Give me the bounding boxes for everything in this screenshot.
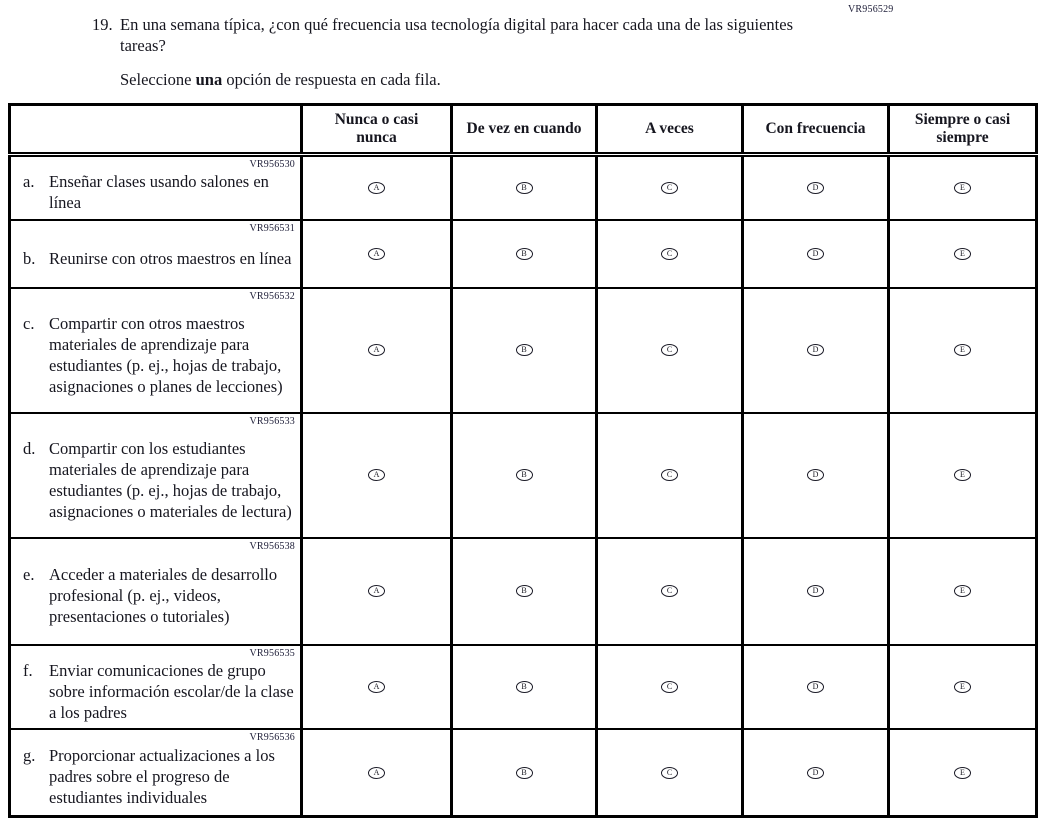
row-text: Reunirse con otros maestros en línea [49,248,292,268]
row-label [23,313,296,397]
task-cell-d [10,413,302,538]
row-text: Compartir con los estudiantes materiales de aprendizaje para estudiantes (p. ej., hojas de trabajo, asignaciones o materiales de lectura) [49,438,292,521]
option-bubble-e[interactable]: E [954,681,971,693]
answer-cell [452,645,597,729]
form-code: VR956529 [848,4,894,15]
answer-cell [302,155,452,220]
option-bubble-a[interactable]: A [368,182,385,194]
row-label [23,660,296,723]
option-bubble-c[interactable]: C [661,585,678,597]
option-bubble-a[interactable]: A [368,344,385,356]
answer-cell [302,645,452,729]
row-code: VR956531 [249,222,295,234]
answer-cell [452,288,597,413]
row-code: VR956538 [249,540,295,552]
answer-cell [743,155,889,220]
table-row-a [10,155,1037,220]
task-cell-b [10,220,302,288]
row-code: VR956536 [249,731,295,743]
option-bubble-d[interactable]: D [807,585,824,597]
row-text: Proporcionar actualizaciones a los padres sobre el progreso de estudiantes individuales [49,746,275,808]
row-letter: g. [23,746,36,766]
option-bubble-c[interactable]: C [661,248,678,260]
row-label [23,171,296,213]
answer-cell [597,729,743,817]
row-code: VR956530 [249,159,295,170]
question-19 [92,14,822,90]
row-letter: b. [23,248,36,268]
option-bubble-b[interactable]: B [516,248,533,260]
option-bubble-e[interactable]: E [954,767,971,779]
option-bubble-c[interactable]: C [661,469,678,481]
option-bubble-d[interactable]: D [807,767,824,779]
column-header-siempre: Siempre o casi siempre [889,105,1037,155]
option-bubble-d[interactable]: D [807,182,824,194]
question-instruction [120,69,822,90]
answer-cell [889,413,1037,538]
option-bubble-b[interactable]: B [516,681,533,693]
option-bubble-e[interactable]: E [954,182,971,194]
answer-cell [452,729,597,817]
option-bubble-b[interactable]: B [516,585,533,597]
option-bubble-d[interactable]: D [807,681,824,693]
row-letter: c. [23,313,35,333]
option-bubble-c[interactable]: C [661,182,678,194]
option-bubble-a[interactable]: A [368,248,385,260]
answer-cell [452,413,597,538]
row-text: Enseñar clases usando salones en línea [49,172,269,213]
answer-cell [743,729,889,817]
task-cell-c [10,288,302,413]
row-letter: e. [23,565,35,584]
table-body [10,155,1037,817]
table-row-g [10,729,1037,817]
answer-cell [743,538,889,645]
row-code: VR956535 [249,647,295,659]
row-text: Compartir con otros maestros materiales de aprendizaje para estudiantes (p. ej., hojas de trabajo, asignaciones o planes de lecciones) [49,313,283,396]
row-label [23,745,296,808]
column-header-confrecuencia: Con frecuencia [743,105,889,155]
option-bubble-b[interactable]: B [516,344,533,356]
task-cell-f [10,645,302,729]
header-row [10,105,1037,155]
answer-cell [889,220,1037,288]
answer-cell [302,538,452,645]
answer-cell [302,729,452,817]
table-row-d [10,413,1037,538]
answer-cell [597,288,743,413]
answer-cell [743,220,889,288]
answer-cell [889,538,1037,645]
answer-cell [889,288,1037,413]
column-header-devez: De vez en cuando [452,105,597,155]
answer-cell [597,538,743,645]
question-text: En una semana típica, ¿con qué frecuencia usa tecnología digital para hacer cada una de las siguientes tareas? [120,15,793,55]
option-bubble-c[interactable]: C [661,681,678,693]
option-bubble-b[interactable]: B [516,182,533,194]
row-letter: a. [23,172,35,192]
option-bubble-b[interactable]: B [516,767,533,779]
answer-cell [889,155,1037,220]
answer-cell [743,413,889,538]
row-label [23,564,296,627]
option-bubble-b[interactable]: B [516,469,533,481]
column-header-nunca: Nunca o casi nunca [302,105,452,155]
answer-cell [597,155,743,220]
answer-cell [452,155,597,220]
question-number: 19. [92,15,113,34]
row-text: Acceder a materiales de desarrollo profesional (p. ej., videos, presentaciones o tutoriales) [49,565,278,626]
option-bubble-a[interactable]: A [368,767,385,779]
question-body [120,14,822,90]
row-letter: f. [23,660,33,680]
option-bubble-c[interactable]: C [661,344,678,356]
empty-header-cell [10,105,302,155]
answer-cell [597,645,743,729]
instruction-prefix: Seleccione [120,70,192,89]
option-bubble-a[interactable]: A [368,469,385,481]
task-cell-e [10,538,302,645]
option-bubble-e[interactable]: E [954,469,971,481]
answer-cell [302,220,452,288]
answer-cell [302,413,452,538]
answer-cell [302,288,452,413]
row-label [23,248,296,269]
column-header-aveces: A veces [597,105,743,155]
row-text: Enviar comunicaciones de grupo sobre información escolar/de la clase a los padres [49,660,294,722]
answer-cell [452,220,597,288]
answer-cell [743,288,889,413]
answer-cell [597,220,743,288]
option-bubble-d[interactable]: D [807,248,824,260]
answer-cell [889,645,1037,729]
frequency-table [8,103,1038,818]
option-bubble-c[interactable]: C [661,767,678,779]
answer-cell [743,645,889,729]
option-bubble-a[interactable]: A [368,585,385,597]
option-bubble-e[interactable]: E [954,248,971,260]
instruction-suffix: opción de respuesta en cada fila. [226,70,441,89]
answer-cell [597,413,743,538]
row-code: VR956533 [249,415,295,427]
task-cell-a [10,155,302,220]
table-row-b [10,220,1037,288]
option-bubble-d[interactable]: D [807,469,824,481]
table-row-e [10,538,1037,645]
row-letter: d. [23,438,36,458]
option-bubble-e[interactable]: E [954,585,971,597]
option-bubble-e[interactable]: E [954,344,971,356]
answer-cell [452,538,597,645]
row-label [23,438,296,522]
table-row-f [10,645,1037,729]
task-cell-g [10,729,302,817]
instruction-emphasis: una [195,70,223,89]
table-row-c [10,288,1037,413]
answer-cell [889,729,1037,817]
option-bubble-a[interactable]: A [368,681,385,693]
row-code: VR956532 [249,290,295,302]
table-header [10,105,1037,155]
option-bubble-d[interactable]: D [807,344,824,356]
